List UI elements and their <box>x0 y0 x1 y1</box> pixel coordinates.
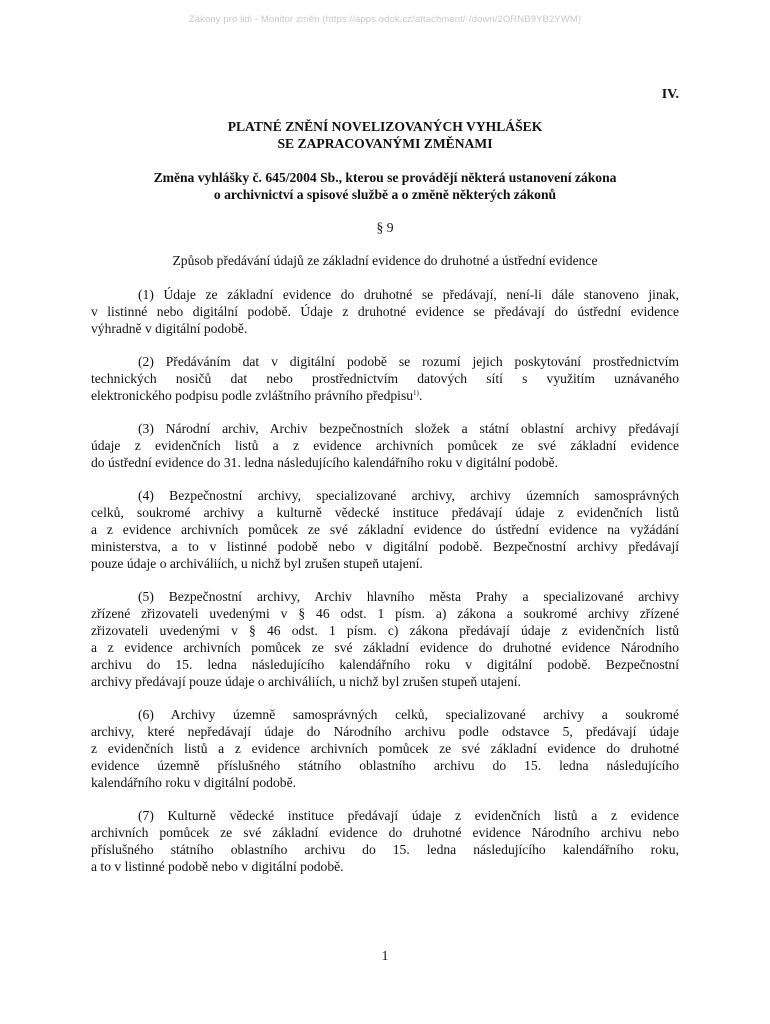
paragraph-line: údaje z evidenčních listů a z evidence archivních pomůcek ze své základní evidence <box>91 438 679 453</box>
paragraph-line: příslušného státního oblastního archivu do 15. ledna následujícího kalendářního roku, <box>91 842 679 857</box>
paragraph-line: (6) Archivy územně samosprávných celků, specializované archivy a soukromé <box>138 707 679 722</box>
paragraph-line: (5) Bezpečnostní archivy, Archiv hlavního města Prahy a specializované archivy <box>138 589 679 604</box>
paragraph-line: archivy, které nepředávají údaje do Národního archivu podle odstavce 5, předávají údaje <box>91 724 679 739</box>
part-number: IV. <box>661 87 679 102</box>
main-heading-line: PLATNÉ ZNĚNÍ NOVELIZOVANÝCH VYHLÁŠEK <box>227 119 543 134</box>
paragraph-3 <box>91 420 679 471</box>
section-number: § 9 <box>376 220 394 235</box>
main-heading <box>91 118 679 152</box>
paragraph-line: (4) Bezpečnostní archivy, specializované archivy, archivy územních samosprávných <box>138 488 679 503</box>
paragraph-line: pouze údaje o archiváliích, u nichž byl zrušen stupeň utajení. <box>91 556 423 571</box>
paragraph-line: elektronického podpisu podle zvláštního právního předpisu <box>91 388 414 403</box>
sentence-end: . <box>418 388 423 403</box>
sub-heading-line: o archivnictví a spisové službě a o změně některých zákonů <box>213 187 557 202</box>
paragraph-4 <box>91 487 679 572</box>
paragraph-line: do ústřední evidence do 31. ledna následujícího kalendářního roku v digitální podobě. <box>91 455 558 470</box>
watermark-header: Zákony pro lidi - Monitor změn (https://apps.odok.cz/attachment/-/down/2ORNB9YB2YWM) <box>188 14 582 25</box>
paragraph-line: (7) Kulturně vědecké instituce předávají údaje z evidenčních listů a z evidence <box>138 808 679 823</box>
paragraph-line: (2) Předáváním dat v digitální podobě se rozumí jejich poskytování prostřednictvím <box>138 354 679 369</box>
paragraph-line: archivních pomůcek ze své základní evidence do druhotné evidence Národního archivu nebo <box>91 825 679 840</box>
paragraph-line: a to v listinné podobě nebo v digitální podobě. <box>91 859 344 874</box>
paragraph-line: celků, soukromé archivy a kulturně vědecké instituce předávají údaje z evidenčních listů <box>91 505 679 520</box>
paragraph-line: a z evidence archivních pomůcek ze své základní evidence do druhotné evidence Národního <box>91 640 679 655</box>
paragraph-line: archivy předávají pouze údaje o archiváliích, u nichž byl zrušen stupeň utajení. <box>91 674 521 689</box>
main-heading-line: SE ZAPRACOVANÝMI ZMĚNAMI <box>277 136 493 151</box>
page-number: 1 <box>381 948 389 963</box>
paragraph-line: archivu do 15. ledna následujícího kalendářního roku v digitální podobě. Bezpečnostní <box>91 657 679 672</box>
paragraph-line: zřizovateli uvedenými v § 46 odst. 1 písm. c) zákona předávají údaje z evidenčních listů <box>91 623 679 638</box>
paragraph-line: (1) Údaje ze základní evidence do druhotné se předávají, není-li dále stanoveno jinak, <box>138 287 679 302</box>
paragraph-1 <box>91 286 679 337</box>
footnote-reference[interactable]: 1) <box>413 389 419 397</box>
sub-heading-line: Změna vyhlášky č. 645/2004 Sb., kterou se provádějí některá ustanovení zákona <box>153 170 617 185</box>
paragraph-line: ministerstva, a to v listinné podobě nebo v digitální podobě. Bezpečnostní archivy předávají <box>91 539 679 554</box>
paragraph-6 <box>91 706 679 791</box>
paragraph-line: zřízené zřizovateli uvedenými v § 46 odst. 1 písm. a) zákona a soukromé archivy zřízené <box>91 606 679 621</box>
document-page <box>91 86 679 891</box>
paragraph-line: v listinné nebo digitální podobě. Údaje z druhotné evidence se předávají do ústřední evidence <box>91 304 679 319</box>
paragraph-line: a z evidence archivních pomůcek ze své základní evidence do ústřední evidence na vyžádání <box>91 522 679 537</box>
paragraph-line: z evidenčních listů a z evidence archivních pomůcek ze své základní evidence do druhotné <box>91 741 679 756</box>
paragraph-line: výhradně v digitální podobě. <box>91 321 248 336</box>
paragraph-5 <box>91 588 679 690</box>
paragraph-line: kalendářního roku v digitální podobě. <box>91 775 296 790</box>
sub-heading <box>91 169 679 203</box>
paragraph-line: technických nosičů dat nebo prostřednictvím datových sítí s využitím uznávaného <box>91 371 679 386</box>
paragraph-line: (3) Národní archiv, Archiv bezpečnostních složek a státní oblastní archivy předávají <box>138 421 679 436</box>
paragraph-2 <box>91 353 679 404</box>
paragraph-list <box>91 286 679 875</box>
paragraph-line: evidence územně příslušného státního oblastního archivu do 15. ledna následujícího <box>91 758 679 773</box>
section-title: Způsob předávání údajů ze základní evidence do druhotné a ústřední evidence <box>172 253 598 268</box>
paragraph-7 <box>91 807 679 875</box>
